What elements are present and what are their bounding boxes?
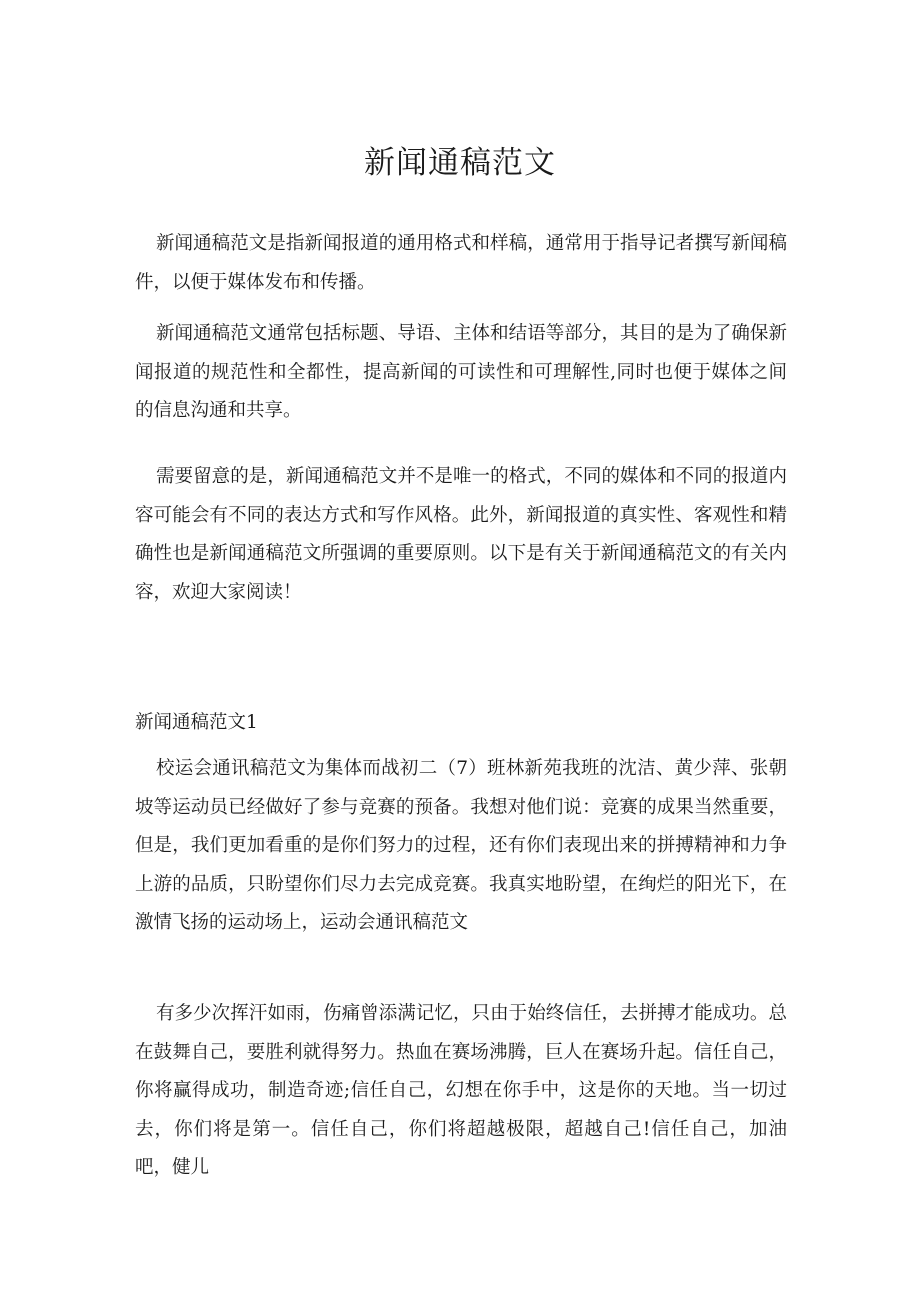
section-paragraph-2: 有多少次挥汗如雨，伤痛曾添满记忆，只由于始终信任，去拼搏才能成功。总在鼓舞自己，要胜利就得努力。热血在赛场沸腾，巨人在赛场升起。信任自己，你将赢得成功，制造奇迹;信任自己，幻想在你手中，这是你的天地。当一切过去，你们将是第一。信任自己，你们将超越极限，超越自己!信任自己，加油吧，健儿 (135, 1003, 787, 1178)
intro-paragraph-3: 需要留意的是，新闻通稿范文并不是唯一的格式，不同的媒体和不同的报道内容可能会有不同的表达方式和写作风格。此外，新闻报道的真实性、客观性和精确性也是新闻通稿范文所强调的重要原则。以下是有关于新闻通稿范文的有关内容，欢迎大家阅读！ (135, 466, 787, 603)
section-paragraph-1: 校运会通讯稿范文为集体而战初二（7）班林新苑我班的沈洁、黄少萍、张朝坡等运动员已经做好了参与竞赛的预备。我想对他们说：竞赛的成果当然重要，但是，我们更加看重的是你们努力的过程，还有你们表现出来的拼搏精神和力争上游的品质，只盼望你们尽力去完成竞赛。我真实地盼望，在绚烂的阳光下，在激情飞扬的运动场上，运动会通讯稿范文 (135, 758, 787, 933)
document-title: 新闻通稿范文 (364, 145, 556, 181)
section-heading: 新闻通稿范文1 (135, 712, 258, 733)
intro-paragraph-2: 新闻通稿范文通常包括标题、导语、主体和结语等部分，其目的是为了确保新闻报道的规范性和全都性，提高新闻的可读性和可理解性,同时也便于媒体之间的信息沟通和共享。 (135, 323, 787, 421)
intro-paragraph-1: 新闻通稿范文是指新闻报道的通用格式和样稿，通常用于指导记者撰写新闻稿件，以便于媒体发布和传播。 (135, 233, 787, 293)
